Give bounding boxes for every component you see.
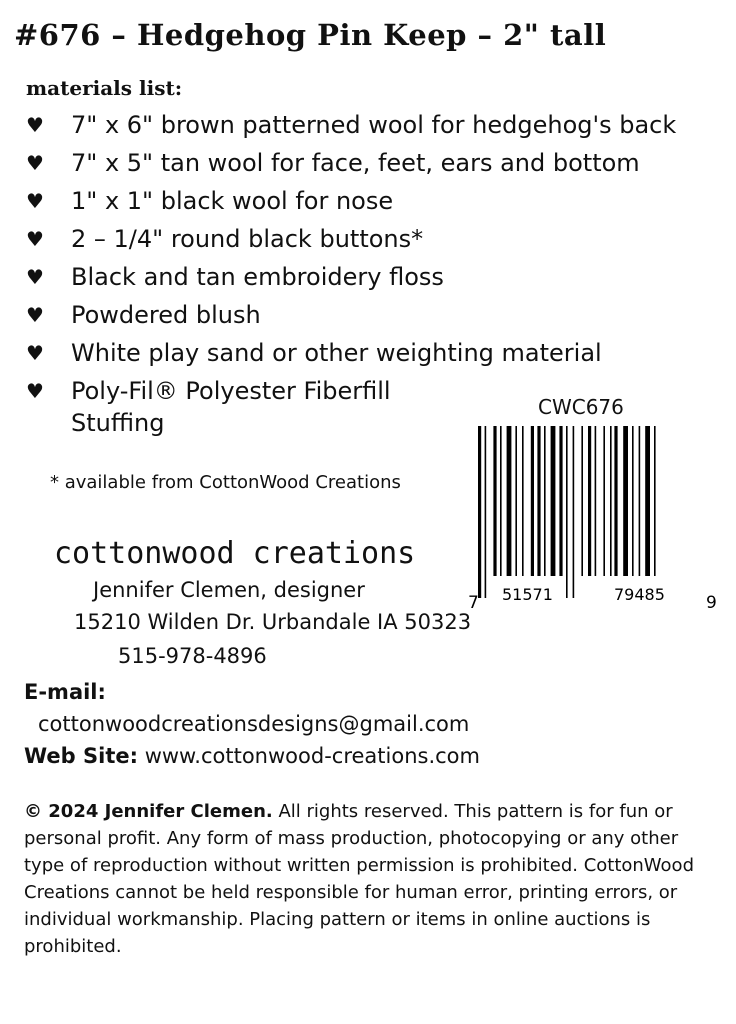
- barcode-bar: [566, 426, 568, 598]
- list-item: [26, 258, 686, 296]
- availability-footnote: * available from CottonWood Creations: [50, 472, 401, 493]
- heart-bullet-icon: ♥: [26, 303, 44, 327]
- page-title: #676 – Hedgehog Pin Keep – 2" tall: [14, 18, 607, 52]
- barcode-bar: [551, 426, 556, 576]
- barcode-bar: [632, 426, 634, 576]
- website-url: www.cottonwood-creations.com: [144, 744, 480, 768]
- material-text: White play sand or other weighting material: [71, 339, 602, 367]
- address: 15210 Wilden Dr. Urbandale IA 50323: [74, 610, 472, 634]
- material-text: 7" x 5" tan wool for face, feet, ears and bottom: [71, 149, 640, 177]
- heart-bullet-icon: ♥: [26, 189, 44, 213]
- material-text: 2 – 1/4" round black buttons*: [71, 225, 424, 253]
- barcode-digits-group-1: 51571: [502, 585, 553, 604]
- barcode-bar: [559, 426, 562, 576]
- copyright-lead: © 2024 Jennifer Clemen.: [24, 801, 273, 822]
- barcode-bar: [654, 426, 656, 576]
- copyright-notice: [24, 798, 714, 960]
- list-item: [26, 334, 686, 372]
- list-item: [26, 144, 686, 182]
- heart-bullet-icon: ♥: [26, 379, 44, 403]
- barcode-bar: [595, 426, 597, 576]
- designer-name: Jennifer Clemen, designer: [93, 578, 365, 602]
- barcode-bar: [588, 426, 591, 576]
- barcode-bar: [493, 426, 496, 576]
- email-address: cottonwoodcreationsdesigns@gmail.com: [38, 712, 470, 736]
- barcode-label: CWC676: [538, 395, 624, 419]
- barcode-bar: [537, 426, 540, 576]
- barcode: [464, 422, 720, 612]
- material-text: Black and tan embroidery floss: [71, 263, 444, 291]
- heart-bullet-icon: ♥: [26, 265, 44, 289]
- website-line: [24, 744, 480, 768]
- heart-bullet-icon: ♥: [26, 151, 44, 175]
- barcode-bar: [623, 426, 628, 576]
- materials-list: [26, 106, 686, 436]
- material-text: 1" x 1" black wool for nose: [71, 187, 394, 215]
- list-item: [26, 106, 686, 144]
- barcode-bar: [544, 426, 546, 576]
- list-item: [26, 296, 686, 334]
- website-label: Web Site:: [24, 744, 139, 768]
- barcode-bar: [507, 426, 512, 576]
- barcode-bar: [610, 426, 612, 576]
- material-text: Poly-Fil® Polyester Fiberfill Stuffing: [71, 377, 391, 437]
- brand-name: cottonwood creations: [54, 536, 416, 571]
- barcode-bar: [515, 426, 517, 576]
- materials-heading: materials list:: [26, 76, 183, 100]
- barcode-bar: [478, 426, 481, 598]
- barcode-bar: [614, 426, 617, 576]
- barcode-bar: [500, 426, 502, 576]
- material-text: 7" x 6" brown patterned wool for hedgehog's back: [71, 111, 677, 139]
- barcode-bar: [645, 426, 650, 576]
- heart-bullet-icon: ♥: [26, 227, 44, 251]
- barcode-bar: [639, 426, 641, 576]
- barcode-bar: [485, 426, 487, 598]
- barcode-bar: [603, 426, 605, 576]
- barcode-bar: [573, 426, 575, 598]
- list-item: [26, 220, 686, 258]
- phone-number: 515-978-4896: [118, 644, 267, 668]
- barcode-bar: [522, 426, 524, 576]
- heart-bullet-icon: ♥: [26, 341, 44, 365]
- list-item: [26, 182, 686, 220]
- material-text: Powdered blush: [71, 301, 261, 329]
- barcode-digit-left: 7: [468, 593, 479, 612]
- email-label: E-mail:: [24, 680, 106, 704]
- heart-bullet-icon: ♥: [26, 113, 44, 137]
- copyright-body: All rights reserved. This pattern is for fun or personal profit. Any form of mass production, photocopying or any other type of reproduction without written permission is prohibited. CottonWood Creations cannot be held responsible for human error, printing errors, or individual workmanship. Placing pattern or items in online auctions is prohibited.: [24, 801, 694, 957]
- barcode-digit-right: 9: [706, 593, 717, 612]
- barcode-bar: [531, 426, 534, 576]
- barcode-digits-group-2: 79485: [614, 585, 665, 604]
- barcode-bar: [581, 426, 583, 576]
